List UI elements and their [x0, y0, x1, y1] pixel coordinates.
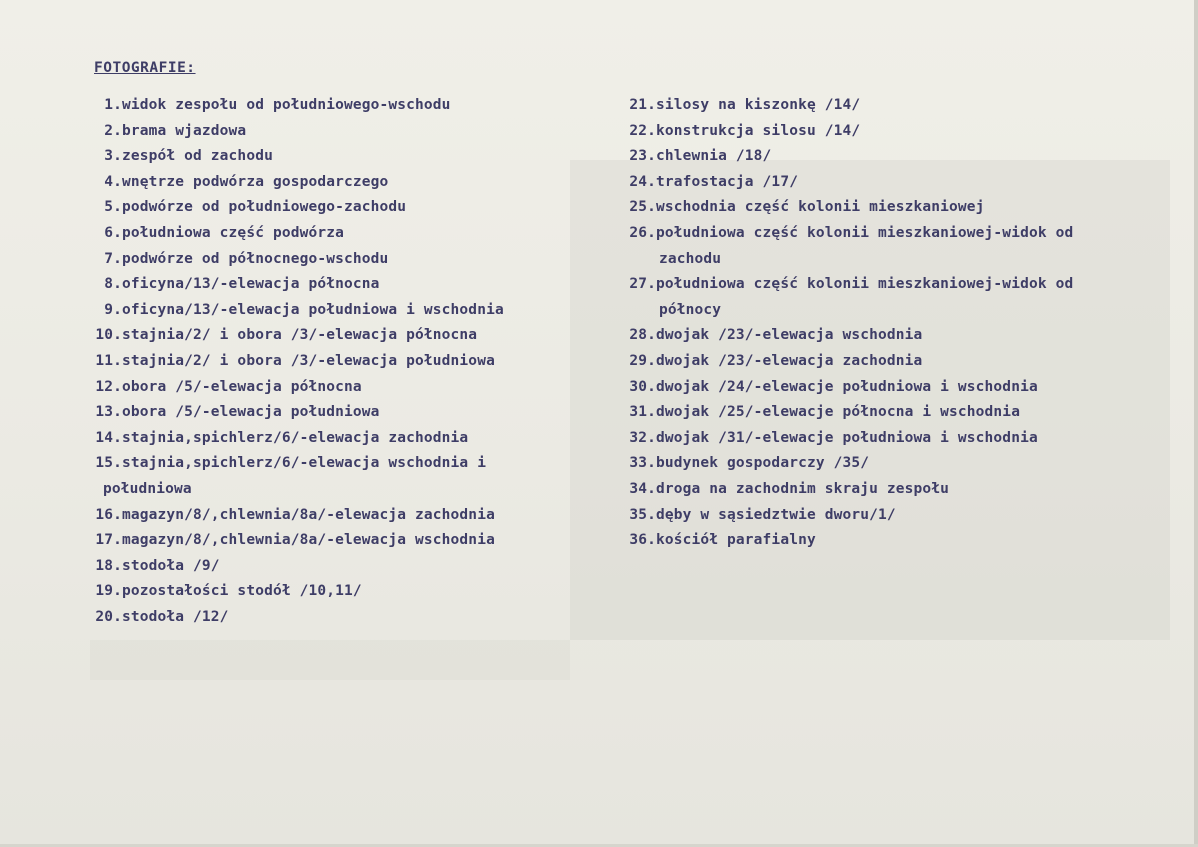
item-number: 2.	[104, 122, 122, 139]
item-text: oficyna/13/-elewacja południowa i wschodnia	[122, 301, 504, 318]
photo-list-right	[626, 93, 1186, 554]
item-number: 16.	[95, 506, 122, 523]
item-number: 17.	[95, 532, 122, 549]
item-text-continuation: południowa	[103, 480, 192, 497]
list-item	[70, 247, 570, 273]
list-item	[626, 400, 1186, 426]
item-text: południowa część kolonii mieszkaniowej-widok od	[656, 224, 1074, 241]
item-text: podwórze od południowego-zachodu	[122, 199, 407, 216]
item-text: dwojak /24/-elewacje południowa i wschodnia	[656, 378, 1038, 395]
item-text: wschodnia część kolonii mieszkaniowej	[656, 199, 985, 216]
item-number: 34.	[629, 480, 656, 497]
item-text: droga na zachodnim skraju zespołu	[656, 480, 950, 497]
item-text: obora /5/-elewacja południowa	[122, 404, 380, 421]
item-text: obora /5/-elewacja północna	[122, 378, 362, 395]
item-text: południowa część podwórza	[122, 224, 344, 241]
list-item	[70, 93, 570, 119]
item-number: 13.	[95, 404, 122, 421]
list-item	[70, 119, 570, 145]
item-number: 5.	[104, 199, 122, 216]
item-number: 3.	[104, 148, 122, 165]
item-text: oficyna/13/-elewacja północna	[122, 276, 380, 293]
item-number: 11.	[95, 352, 122, 369]
item-text: widok zespołu od południowego-wschodu	[122, 97, 451, 113]
item-number: 24.	[629, 173, 656, 190]
item-number: 15.	[95, 455, 122, 472]
item-text: trafostacja /17/	[656, 173, 799, 190]
list-item	[626, 144, 1186, 170]
item-text: magazyn/8/,chlewnia/8a/-elewacja wschodnia	[122, 532, 495, 549]
document-heading: FOTOGRAFIE:	[94, 60, 196, 76]
list-item	[70, 451, 570, 477]
item-number: 22.	[629, 122, 656, 139]
item-number: 21.	[629, 97, 656, 113]
list-item	[70, 170, 570, 196]
item-text: południowa część kolonii mieszkaniowej-widok od	[656, 276, 1074, 293]
item-number: 36.	[629, 532, 656, 549]
list-item	[626, 272, 1186, 298]
item-text: brama wjazdowa	[122, 122, 247, 139]
item-text: stajnia/2/ i obora /3/-elewacja północna	[122, 327, 478, 344]
item-text: stodoła /12/	[122, 608, 229, 625]
item-number: 23.	[629, 148, 656, 165]
list-item	[70, 144, 570, 170]
item-number: 1.	[104, 97, 122, 113]
list-item	[70, 323, 570, 349]
item-text-continuation: zachodu	[659, 250, 722, 267]
item-text: chlewnia /18/	[656, 148, 772, 165]
list-item	[70, 349, 570, 375]
list-item	[70, 272, 570, 298]
list-item	[626, 451, 1186, 477]
photo-list-left	[70, 93, 570, 630]
list-item	[626, 170, 1186, 196]
bleed-through-area	[90, 640, 570, 680]
item-text: stajnia,spichlerz/6/-elewacja zachodnia	[122, 429, 469, 446]
item-text: stajnia,spichlerz/6/-elewacja wschodnia i	[122, 455, 487, 472]
list-item	[626, 349, 1186, 375]
item-number: 25.	[629, 199, 656, 216]
item-number: 12.	[95, 378, 122, 395]
item-number: 29.	[629, 352, 656, 369]
list-item	[70, 221, 570, 247]
item-text: zespół od zachodu	[122, 148, 273, 165]
item-number: 28.	[629, 327, 656, 344]
item-number: 8.	[104, 276, 122, 293]
list-item	[70, 195, 570, 221]
item-number: 10.	[95, 327, 122, 344]
item-number: 30.	[629, 378, 656, 395]
item-text-continuation: północy	[659, 301, 722, 318]
list-item	[626, 528, 1186, 554]
list-item	[70, 503, 570, 529]
item-number: 27.	[629, 276, 656, 293]
list-item	[70, 400, 570, 426]
paper-edge	[1194, 0, 1198, 847]
item-text: wnętrze podwórza gospodarczego	[122, 173, 389, 190]
item-text: silosy na kiszonkę /14/	[656, 97, 861, 113]
item-text: stajnia/2/ i obora /3/-elewacja południowa	[122, 352, 495, 369]
list-item	[70, 426, 570, 452]
list-item	[626, 195, 1186, 221]
item-number: 35.	[629, 506, 656, 523]
list-item	[626, 477, 1186, 503]
item-number: 7.	[104, 250, 122, 267]
list-item	[70, 528, 570, 554]
item-number: 20.	[95, 608, 122, 625]
item-number: 9.	[104, 301, 122, 318]
item-text: dęby w sąsiedztwie dworu/1/	[656, 506, 896, 523]
list-item	[626, 93, 1186, 119]
item-text: kościół parafialny	[656, 532, 816, 549]
list-item	[626, 221, 1186, 247]
item-number: 19.	[95, 583, 122, 600]
list-item	[70, 375, 570, 401]
item-number: 33.	[629, 455, 656, 472]
item-text: pozostałości stodół /10,11/	[122, 583, 362, 600]
item-number: 18.	[95, 557, 122, 574]
item-text: magazyn/8/,chlewnia/8a/-elewacja zachodnia	[122, 506, 495, 523]
list-item	[70, 554, 570, 580]
list-item	[626, 426, 1186, 452]
item-text: dwojak /23/-elewacja zachodnia	[656, 352, 923, 369]
item-number: 14.	[95, 429, 122, 446]
item-text: konstrukcja silosu /14/	[656, 122, 861, 139]
item-number: 32.	[629, 429, 656, 446]
item-text: dwojak /23/-elewacja wschodnia	[656, 327, 923, 344]
item-text: dwojak /31/-elewacje południowa i wschodnia	[656, 429, 1038, 446]
item-number: 6.	[104, 224, 122, 241]
list-item	[70, 605, 570, 631]
list-item	[70, 579, 570, 605]
item-text: dwojak /25/-elewacje północna i wschodnia	[656, 404, 1021, 421]
list-item	[70, 298, 570, 324]
item-text: stodoła /9/	[122, 557, 220, 574]
item-text: podwórze od północnego-wschodu	[122, 250, 389, 267]
list-item	[626, 323, 1186, 349]
item-number: 31.	[629, 404, 656, 421]
item-text: budynek gospodarczy /35/	[656, 455, 870, 472]
item-number: 26.	[629, 224, 656, 241]
list-item	[626, 503, 1186, 529]
list-item	[626, 119, 1186, 145]
list-item	[626, 375, 1186, 401]
item-number: 4.	[104, 173, 122, 190]
